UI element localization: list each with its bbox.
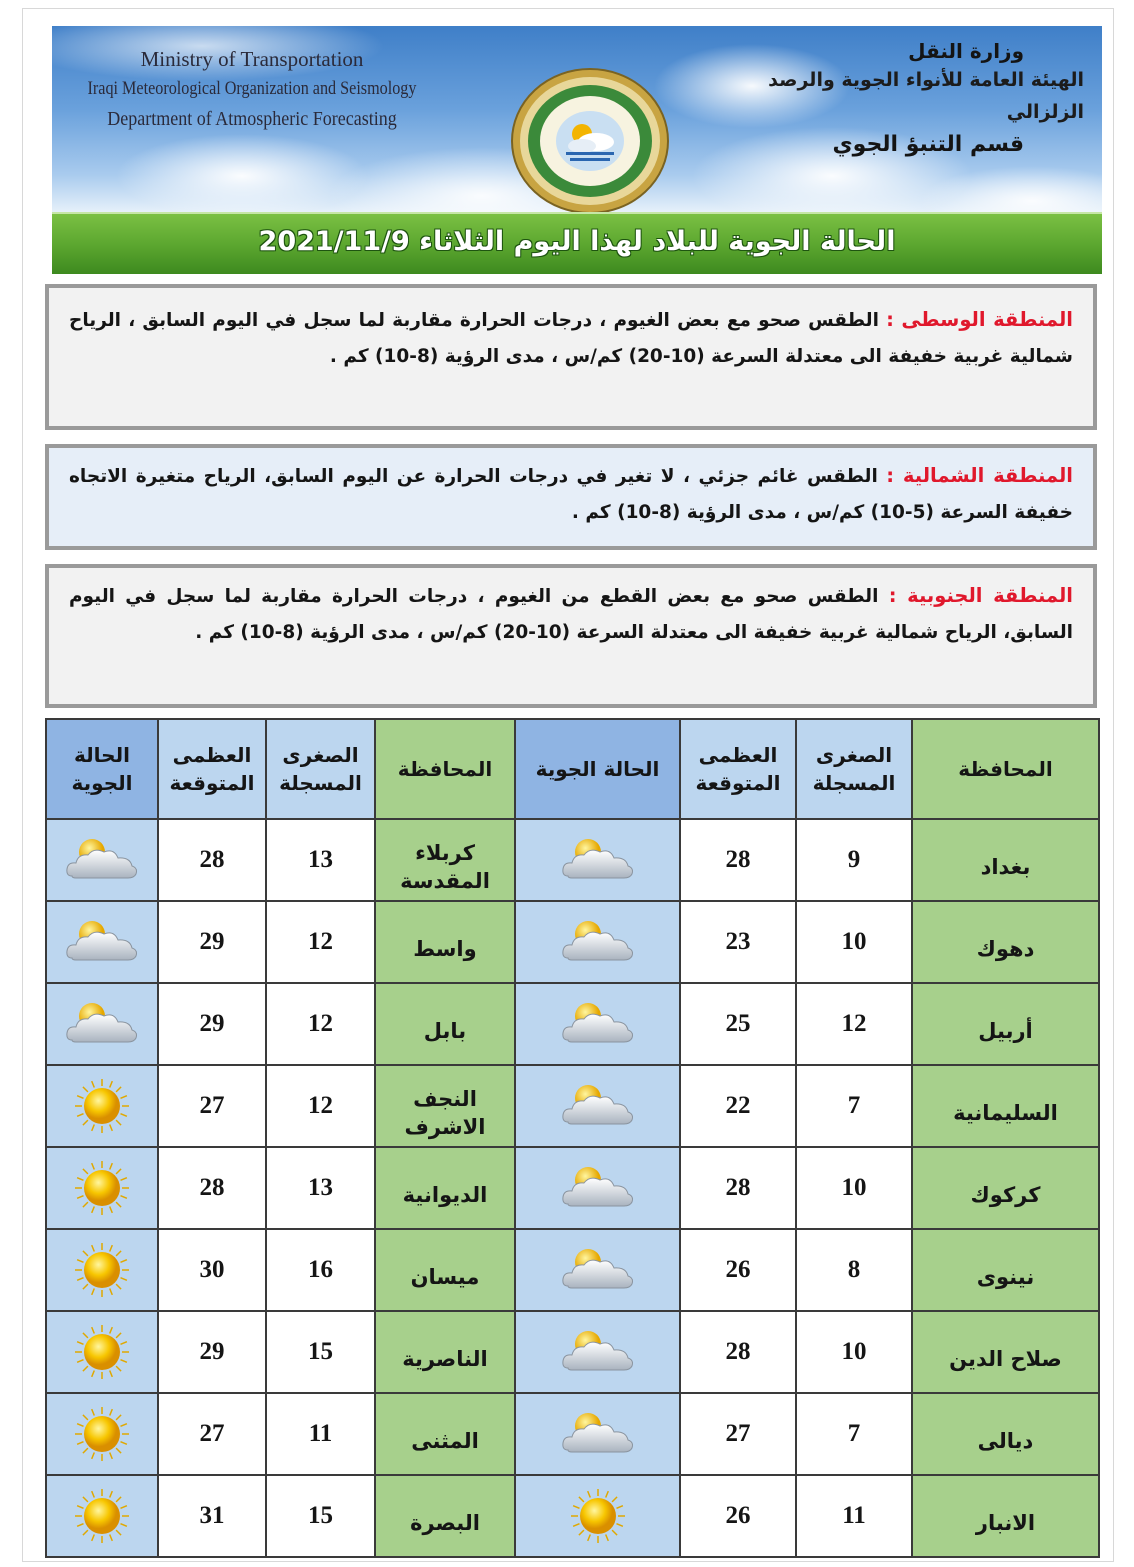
governorate-cell <box>912 1475 1099 1557</box>
region-south-text: الطقس صحو مع بعض القطع من الغيوم ، درجات الحرارة مقاربة لما سجل في اليوم السابق، الرياح شمالية غربية خفيفة الى معتدلة السرعة (10-20) كم/س ، مدى الرؤية (8-10) كم . <box>69 586 1073 643</box>
sunny-icon <box>563 1488 633 1544</box>
governorate-cell <box>375 901 515 983</box>
max-temp-cell <box>680 1147 796 1229</box>
sunny-icon <box>67 1324 137 1380</box>
department-name-en: Department of Atmospheric Forecasting <box>107 108 397 130</box>
min-temp-value: 10 <box>841 928 867 955</box>
sunny-icon <box>67 1488 137 1544</box>
region-central <box>45 284 1097 430</box>
governorate-cell <box>375 819 515 901</box>
weather-state-cell <box>515 1065 680 1147</box>
ministry-name-ar: وزارة النقل <box>908 39 1024 63</box>
max-temp-cell <box>680 1393 796 1475</box>
header-governorate-left: المحافظة <box>375 719 515 819</box>
governorate-cell <box>375 1229 515 1311</box>
max-temp-value: 28 <box>199 846 225 873</box>
max-temp-value: 29 <box>199 1338 225 1365</box>
governorate-cell <box>912 1065 1099 1147</box>
min-temp-value: 15 <box>308 1338 333 1365</box>
max-temp-value: 28 <box>725 846 751 873</box>
min-temp-cell <box>796 901 912 983</box>
governorate-cell <box>375 1393 515 1475</box>
weather-state-cell <box>515 1229 680 1311</box>
sunny-icon <box>67 1242 137 1298</box>
governorate-value: الديوانية <box>402 1183 488 1207</box>
governorate-value: السليمانية <box>953 1101 1058 1125</box>
table-row <box>46 1229 1099 1311</box>
region-central-name: المنطقة الوسطى : <box>886 308 1073 331</box>
governorate-cell <box>912 1147 1099 1229</box>
weather-state-cell <box>46 1393 158 1475</box>
max-temp-cell <box>680 983 796 1065</box>
max-temp-cell <box>158 983 266 1065</box>
max-temp-value: 25 <box>725 1010 751 1037</box>
organization-logo <box>510 66 670 212</box>
min-temp-value: 10 <box>841 1338 867 1365</box>
title-bar <box>52 212 1102 274</box>
min-temp-cell <box>796 1065 912 1147</box>
weather-state-cell <box>515 1393 680 1475</box>
table-header-row <box>46 719 1099 819</box>
forecast-table <box>45 718 1100 1558</box>
weather-state-cell <box>46 1065 158 1147</box>
min-temp-value: 10 <box>841 1174 867 1201</box>
max-temp-value: 27 <box>199 1092 225 1119</box>
min-temp-value: 13 <box>308 846 333 873</box>
weather-state-cell <box>46 1311 158 1393</box>
governorate-value: نينوى <box>976 1265 1035 1289</box>
region-north <box>45 444 1097 550</box>
min-temp-value: 7 <box>847 1420 861 1447</box>
weather-state-cell <box>515 1311 680 1393</box>
min-temp-value: 12 <box>308 928 333 955</box>
header-banner <box>52 26 1102 212</box>
min-temp-value: 12 <box>308 1010 333 1037</box>
partly-cloudy-icon <box>558 914 638 970</box>
weather-state-cell <box>46 1147 158 1229</box>
min-temp-cell <box>266 1311 375 1393</box>
header-min-right: الصغرى المسجلة <box>796 719 912 819</box>
governorate-value: ديالى <box>977 1429 1034 1453</box>
governorate-value: دهوك <box>976 937 1035 961</box>
governorate-cell <box>912 1393 1099 1475</box>
min-temp-value: 13 <box>308 1174 333 1201</box>
governorate-cell <box>912 901 1099 983</box>
header-min-left: الصغرى المسجلة <box>266 719 375 819</box>
governorate-value: المثنى <box>411 1429 479 1453</box>
report-title: الحالة الجوية للبلاد لهذا اليوم الثلاثاء 2021/11/9 <box>258 226 896 257</box>
governorate-value: بغداد <box>980 855 1031 879</box>
min-temp-cell <box>796 1147 912 1229</box>
region-south-name: المنطقة الجنوبية : <box>888 584 1073 607</box>
max-temp-cell <box>680 1229 796 1311</box>
max-temp-value: 28 <box>199 1174 225 1201</box>
region-north-text: الطقس غائم جزئي ، لا تغير في درجات الحرارة عن اليوم السابق، الرياح متغيرة الاتجاه خفيفة السرعة (5-10) كم/س ، مدى الرؤية (8-10) كم . <box>69 466 1073 523</box>
governorate-cell <box>375 1311 515 1393</box>
max-temp-cell <box>158 1065 266 1147</box>
max-temp-cell <box>680 1311 796 1393</box>
min-temp-cell <box>796 1393 912 1475</box>
header-state-right: الحالة الجوية <box>515 719 680 819</box>
governorate-cell <box>912 983 1099 1065</box>
max-temp-cell <box>158 1147 266 1229</box>
weather-state-cell <box>46 819 158 901</box>
partly-cloudy-icon <box>558 1406 638 1462</box>
max-temp-cell <box>680 819 796 901</box>
governorate-value: ميسان <box>410 1265 480 1289</box>
table-row <box>46 983 1099 1065</box>
governorate-cell <box>912 1229 1099 1311</box>
region-central-text: الطقس صحو مع بعض الغيوم ، درجات الحرارة مقاربة لما سجل في اليوم السابق ، الرياح شمالية غربية خفيفة الى معتدلة السرعة (10-20) كم/س ، مدى الرؤية (8-10) كم . <box>69 310 1073 367</box>
region-south <box>45 564 1097 708</box>
min-temp-cell <box>266 1065 375 1147</box>
min-temp-cell <box>266 1229 375 1311</box>
max-temp-cell <box>158 819 266 901</box>
governorate-value: الناصرية <box>402 1347 488 1371</box>
partly-cloudy-icon <box>558 832 638 888</box>
min-temp-cell <box>796 1311 912 1393</box>
weather-state-cell <box>46 983 158 1065</box>
region-north-name: المنطقة الشمالية : <box>886 464 1073 487</box>
max-temp-value: 28 <box>725 1174 751 1201</box>
weather-state-cell <box>46 901 158 983</box>
table-body <box>46 819 1099 1557</box>
min-temp-cell <box>266 1475 375 1557</box>
min-temp-cell <box>266 1147 375 1229</box>
governorate-value: كركوك <box>970 1183 1041 1207</box>
partly-cloudy-icon <box>62 832 142 888</box>
weather-state-cell <box>515 1147 680 1229</box>
max-temp-value: 31 <box>199 1502 225 1529</box>
partly-cloudy-icon <box>558 1160 638 1216</box>
max-temp-cell <box>680 1475 796 1557</box>
governorate-value: كربلاء المقدسة <box>400 841 490 893</box>
governorate-cell <box>375 1147 515 1229</box>
partly-cloudy-icon <box>558 1242 638 1298</box>
max-temp-cell <box>158 1311 266 1393</box>
min-temp-value: 7 <box>847 1092 861 1119</box>
table-row <box>46 1311 1099 1393</box>
max-temp-cell <box>158 1393 266 1475</box>
table-row <box>46 1475 1099 1557</box>
governorate-cell <box>912 1311 1099 1393</box>
weather-state-cell <box>515 901 680 983</box>
governorate-value: بابل <box>423 1019 467 1043</box>
arabic-header <box>724 38 1084 162</box>
governorate-value: الانبار <box>975 1511 1036 1535</box>
weather-state-cell <box>46 1229 158 1311</box>
weather-state-cell <box>515 1475 680 1557</box>
sunny-icon <box>67 1160 137 1216</box>
min-temp-cell <box>796 1229 912 1311</box>
max-temp-value: 29 <box>199 928 225 955</box>
english-header <box>52 44 452 134</box>
min-temp-value: 9 <box>847 846 861 873</box>
min-temp-cell <box>796 819 912 901</box>
table-row <box>46 1065 1099 1147</box>
min-temp-cell <box>266 819 375 901</box>
weather-state-cell <box>46 1475 158 1557</box>
weather-state-cell <box>515 819 680 901</box>
weather-state-cell <box>515 983 680 1065</box>
header-governorate-right: المحافظة <box>912 719 1099 819</box>
min-temp-value: 8 <box>847 1256 861 1283</box>
governorate-cell <box>375 983 515 1065</box>
governorate-value: النجف الاشرف <box>404 1087 486 1139</box>
partly-cloudy-icon <box>558 996 638 1052</box>
max-temp-cell <box>680 1065 796 1147</box>
max-temp-value: 23 <box>725 928 751 955</box>
table-row <box>46 901 1099 983</box>
governorate-cell <box>375 1065 515 1147</box>
organization-name-en: Iraqi Meteorological Organization and Seismology <box>87 78 417 99</box>
header-max-left: العظمى المتوقعة <box>158 719 266 819</box>
partly-cloudy-icon <box>558 1078 638 1134</box>
min-temp-cell <box>266 901 375 983</box>
min-temp-cell <box>266 1393 375 1475</box>
governorate-value: البصرة <box>410 1511 480 1535</box>
table-row <box>46 819 1099 901</box>
min-temp-value: 11 <box>842 1502 866 1529</box>
max-temp-cell <box>680 901 796 983</box>
min-temp-value: 15 <box>308 1502 333 1529</box>
ministry-name-en: Ministry of Transportation <box>140 47 364 71</box>
governorate-cell <box>912 819 1099 901</box>
header-state-left: الحالة الجوية <box>46 719 158 819</box>
governorate-value: واسط <box>413 937 477 961</box>
sunny-icon <box>67 1078 137 1134</box>
max-temp-value: 29 <box>199 1010 225 1037</box>
max-temp-value: 28 <box>725 1338 751 1365</box>
sunny-icon <box>67 1406 137 1462</box>
min-temp-cell <box>796 983 912 1065</box>
min-temp-cell <box>796 1475 912 1557</box>
table-row <box>46 1147 1099 1229</box>
max-temp-value: 27 <box>199 1420 225 1447</box>
max-temp-value: 26 <box>725 1502 751 1529</box>
max-temp-value: 27 <box>725 1420 751 1447</box>
header-max-right: العظمى المتوقعة <box>680 719 796 819</box>
department-name-ar: قسم التنبؤ الجوي <box>832 132 1024 157</box>
partly-cloudy-icon <box>62 996 142 1052</box>
max-temp-value: 26 <box>725 1256 751 1283</box>
governorate-value: صلاح الدين <box>949 1347 1062 1371</box>
max-temp-cell <box>158 901 266 983</box>
min-temp-value: 16 <box>308 1256 333 1283</box>
partly-cloudy-icon <box>62 914 142 970</box>
governorate-cell <box>375 1475 515 1557</box>
partly-cloudy-icon <box>558 1324 638 1380</box>
max-temp-cell <box>158 1475 266 1557</box>
min-temp-value: 11 <box>308 1420 333 1447</box>
min-temp-cell <box>266 983 375 1065</box>
max-temp-value: 22 <box>725 1092 751 1119</box>
max-temp-cell <box>158 1229 266 1311</box>
min-temp-value: 12 <box>308 1092 333 1119</box>
max-temp-value: 30 <box>199 1256 225 1283</box>
governorate-value: أربيل <box>978 1019 1033 1043</box>
min-temp-value: 12 <box>841 1010 867 1037</box>
organization-name-ar: الهيئة العامة للأنواء الجوية والرصد الزلزالي <box>768 69 1084 123</box>
table-row <box>46 1393 1099 1475</box>
